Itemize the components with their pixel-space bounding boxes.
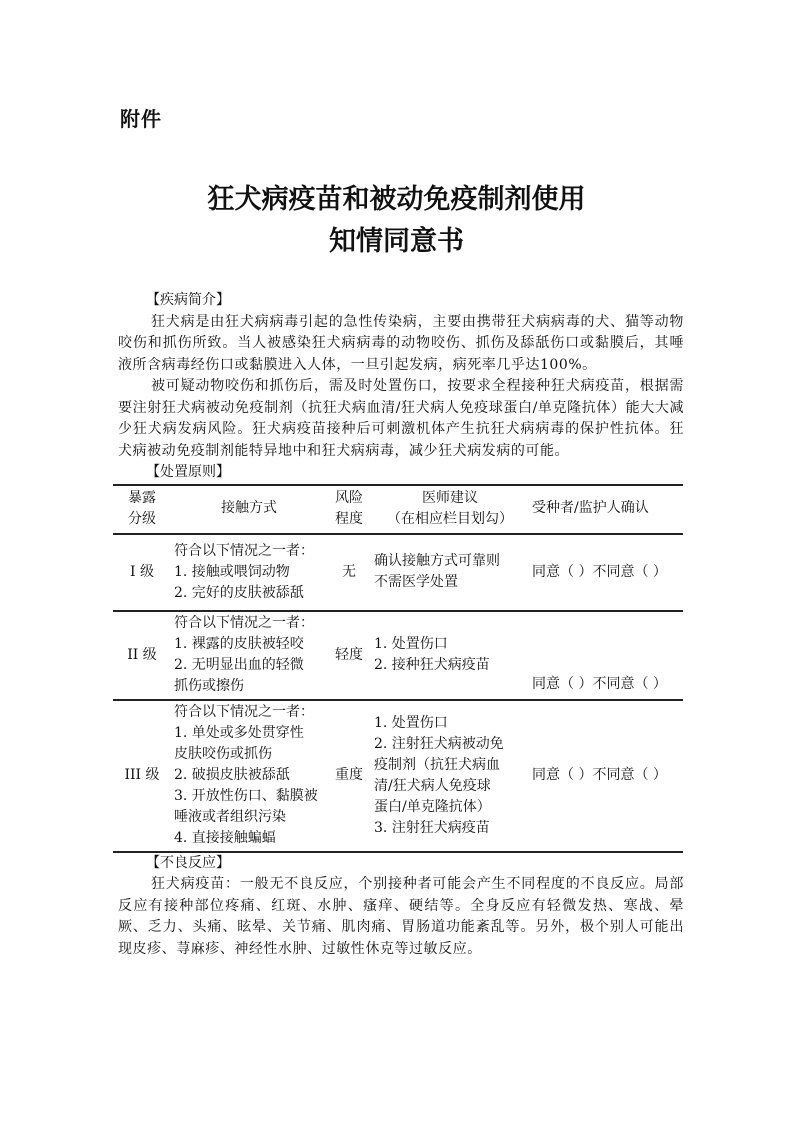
confirmation-checkbox-field[interactable]: 同意（ ）不同意（ ）: [532, 767, 667, 783]
table-header-row: [113, 485, 683, 534]
risk-level-cell: 重度: [335, 767, 363, 783]
exposure-principles-table: [113, 484, 683, 853]
confirmation-checkbox-field[interactable]: 同意（ ）不同意（ ）: [532, 675, 667, 692]
header-contact-method: 接触方式: [221, 500, 277, 516]
contact-method-cell: 符合以下情况之一者： 1. 接触或喂饲动物 2. 完好的皮肤被舔舐: [174, 542, 314, 601]
exposure-level-cell: II 级: [127, 646, 157, 663]
contact-method-cell: 符合以下情况之一者： 1. 单处或多处贯穿性 皮肤咬伤或抓伤 2. 破损皮肤被舔舐 3. 开放性伤口、黏膜被 唾液或者组织污染 4. 直接接触蝙蝠: [174, 704, 318, 846]
header-doctor-advice: 医师建议 （在相应栏目划勾）: [387, 489, 513, 527]
adverse-reactions-paragraph: 狂犬病疫苗：一般无不良反应，个别接种者可能会产生不同程度的不良反应。局部反应有接种部位疼痛、红斑、水肿、瘙痒、硬结等。全身反应有轻微发热、寒战、晕厥、乏力、头痛、眩晕、关节痛、肌肉痛、胃肠道功能紊乱等。另外，极个别人可能出现皮疹、荨麻疹、神经性水肿、过敏性休克等过敏反应。: [118, 876, 684, 957]
disease-intro-paragraph-2: 被可疑动物咬伤和抓伤后，需及时处置伤口，按要求全程接种狂犬病疫苗，根据需要注射狂犬病被动免疫制剂（抗狂犬病血清/狂犬病人免疫球蛋白/单克隆抗体）能大大减少狂犬病发病风险。狂犬病疫苗接种后可刺激机体产生抗狂犬病病毒的保护性抗体。狂犬病被动免疫制剂能特异地中和狂犬病病毒，减少狂犬病发病的可能。: [118, 378, 684, 459]
contact-method-cell: 符合以下情况之一者： 1. 裸露的皮肤被轻咬 2. 无明显出血的轻微 抓伤或擦伤: [174, 615, 314, 694]
header-risk-level: 风险 程度: [335, 489, 363, 527]
section-heading-disease-intro: 【疾病简介】: [146, 292, 230, 308]
confirmation-checkbox-field[interactable]: 同意（ ）不同意（ ）: [532, 563, 667, 580]
section-heading-principles: 【处置原则】: [146, 464, 230, 480]
risk-level-cell: 轻度: [335, 646, 363, 663]
disease-intro-paragraph-1: 狂犬病是由狂犬病病毒引起的急性传染病，主要由携带狂犬病病毒的犬、猫等动物咬伤和抓伤所致。当人被感染狂犬病病毒的动物咬伤、抓伤及舔舐伤口或黏膜后，其唾液所含病毒经伤口或黏膜进入人体，一旦引起发病，病死率几乎达100%。: [118, 313, 684, 373]
doctor-advice-cell: 1. 处置伤口 2. 注射狂犬病被动免 疫制剂（抗狂犬病血 清/狂犬病人免疫球 蛋白/单克隆抗体） 3. 注射狂犬病疫苗: [374, 714, 504, 836]
exposure-level-cell: I 级: [130, 563, 154, 580]
attachment-label: 附件: [120, 107, 162, 131]
risk-level-cell: 无: [342, 563, 356, 580]
table-row: [113, 700, 683, 852]
document-body: [118, 290, 684, 960]
section-heading-adverse-reactions: 【不良反应】: [146, 854, 230, 871]
doctor-advice-cell: 1. 处置伤口 2. 接种狂犬病疫苗: [374, 636, 490, 673]
table-row: [113, 534, 683, 611]
document-title-line2: 知情同意书: [329, 226, 464, 257]
document-title-line1: 狂犬病疫苗和被动免疫制剂使用: [207, 184, 586, 215]
table-row: [113, 611, 683, 700]
exposure-level-cell: III 级: [124, 767, 160, 783]
doctor-advice-cell: 确认接触方式可靠则 不需医学处置: [374, 553, 500, 590]
header-recipient-confirmation: 受种者/监护人确认: [532, 500, 649, 516]
header-exposure-level: 暴露 分级: [128, 489, 156, 527]
